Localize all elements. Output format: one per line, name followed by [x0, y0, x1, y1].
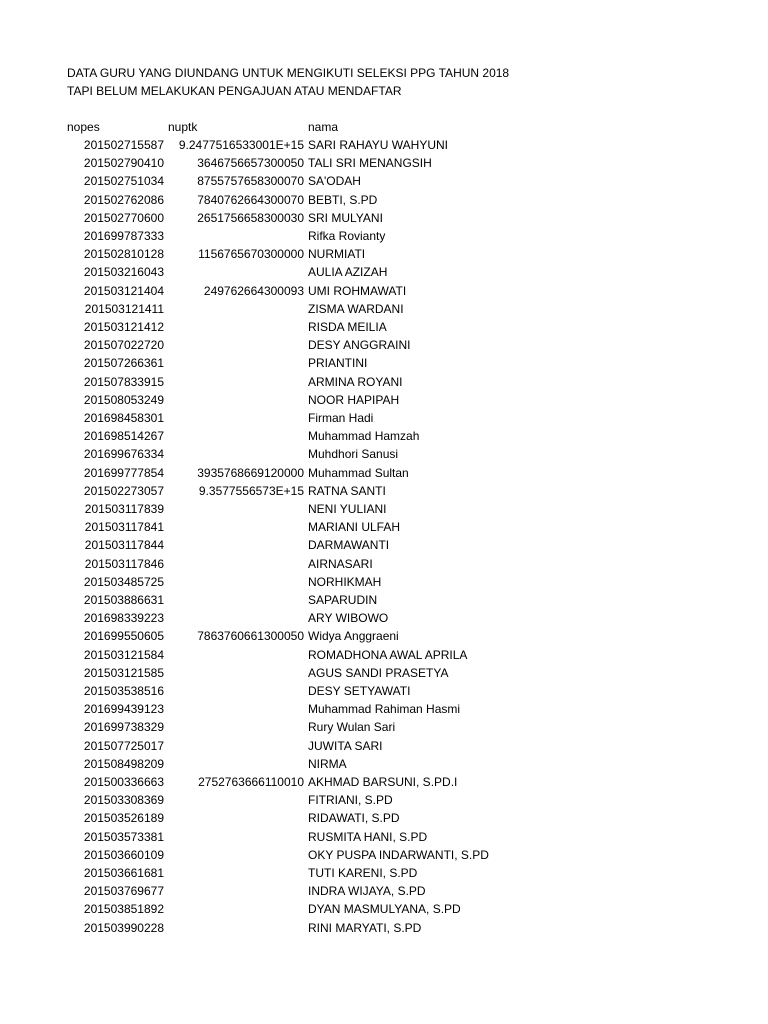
table-row: [0, 300, 768, 318]
table-row: [0, 536, 768, 554]
cell-nopes: 201507266361: [83, 356, 164, 371]
cell-nopes: 201503851892: [83, 902, 164, 917]
cell-nuptk: [166, 737, 304, 755]
cell-nama: SRI MULYANI: [308, 210, 383, 225]
cell-nama: ROMADHONA AWAL APRILA: [308, 647, 468, 662]
cell-nuptk: [166, 373, 304, 391]
cell-nopes: 201507022720: [83, 338, 164, 353]
table-row: [0, 864, 768, 882]
table-row: [0, 555, 768, 573]
cell-nopes: 201698339223: [83, 611, 164, 626]
cell-nama: RIDAWATI, S.PD: [308, 811, 400, 826]
cell-nopes: 201699550605: [83, 629, 164, 644]
cell-nama: RUSMITA HANI, S.PD: [308, 829, 428, 844]
cell-nuptk: [166, 555, 304, 573]
cell-nuptk: [166, 846, 304, 864]
cell-nama: TALI SRI MENANGSIH: [308, 156, 432, 171]
cell-nuptk: 249762664300093: [203, 283, 304, 298]
table-row: [0, 191, 768, 209]
cell-nama: NOOR HAPIPAH: [308, 392, 400, 407]
table-row: [0, 791, 768, 809]
cell-nuptk: [166, 718, 304, 736]
table-row: [0, 664, 768, 682]
table-row: [0, 846, 768, 864]
cell-nuptk: [166, 882, 304, 900]
cell-nuptk: [166, 518, 304, 536]
cell-nama: SAPARUDIN: [308, 593, 378, 607]
cell-nopes: 201503308369: [83, 793, 164, 808]
cell-nopes: 201503121584: [83, 647, 164, 662]
cell-nama: SARI RAHAYU WAHYUNI: [308, 138, 449, 152]
table-row: [0, 245, 768, 263]
cell-nopes: 201502273057: [83, 483, 164, 498]
table-row: [0, 809, 768, 827]
cell-nuptk: 2651756658300030: [197, 210, 304, 225]
cell-nopes: 201502762086: [83, 192, 164, 207]
cell-nopes: 201508053249: [83, 392, 164, 407]
table-row: [0, 755, 768, 773]
cell-nuptk: [166, 646, 304, 664]
cell-nuptk: [166, 336, 304, 354]
cell-nama: RATNA SANTI: [308, 483, 386, 498]
cell-nuptk: [166, 227, 304, 245]
cell-nuptk: [166, 809, 304, 827]
table-row: [0, 154, 768, 172]
cell-nama: Rury Wulan Sari: [308, 720, 396, 735]
cell-nama: FITRIANI, S.PD: [308, 793, 393, 808]
cell-nopes: 201502751034: [83, 174, 164, 189]
cell-nopes: 201502810128: [83, 247, 164, 262]
cell-nopes: 201503886631: [83, 593, 164, 607]
table-row: [0, 263, 768, 281]
table-header-row: [0, 118, 768, 136]
cell-nama: AULIA AZIZAH: [308, 265, 388, 280]
cell-nopes: 201699787333: [83, 229, 164, 243]
cell-nama: INDRA WIJAYA, S.PD: [308, 884, 426, 899]
table-row: [0, 828, 768, 846]
table-row: [0, 627, 768, 645]
cell-nopes: 201502770600: [83, 210, 164, 225]
cell-nuptk: 3935768669120000: [197, 465, 304, 480]
cell-nama: Muhammad Hamzah: [308, 429, 420, 444]
column-header-nuptk: nuptk: [168, 120, 198, 134]
cell-nama: Firman Hadi: [308, 411, 374, 425]
cell-nuptk: [166, 591, 304, 609]
cell-nuptk: [166, 536, 304, 554]
cell-nopes: 201503117841: [84, 520, 164, 535]
table-row: [0, 500, 768, 518]
table-row: [0, 609, 768, 627]
cell-nopes: 201503526189: [83, 811, 164, 826]
cell-nama: Rifka Rovianty: [308, 229, 386, 243]
table-row: [0, 573, 768, 591]
table-row: [0, 718, 768, 736]
cell-nuptk: 1156765670300000: [198, 247, 304, 262]
cell-nuptk: [166, 864, 304, 882]
cell-nama: NURMIATI: [308, 247, 366, 262]
cell-nopes: 201698458301: [83, 411, 164, 425]
cell-nama: UMI ROHMAWATI: [308, 283, 407, 298]
table-row: [0, 737, 768, 755]
table-row: [0, 136, 768, 154]
cell-nama: RINI MARYATI, S.PD: [308, 920, 422, 935]
cell-nuptk: 9.3577556573E+15: [198, 483, 304, 498]
cell-nopes: 201502715587: [83, 138, 164, 152]
cell-nopes: 201699676334: [83, 447, 164, 462]
cell-nopes: 201503121404: [83, 283, 164, 298]
cell-nopes: 201699439123: [83, 702, 164, 717]
table-row: [0, 773, 768, 791]
cell-nuptk: [166, 573, 304, 591]
cell-nopes: 201503117839: [84, 502, 164, 516]
table-row: [0, 373, 768, 391]
cell-nuptk: [166, 828, 304, 846]
cell-nama: NENI YULIANI: [308, 502, 387, 516]
cell-nopes: 201500336663: [83, 775, 164, 789]
cell-nuptk: [166, 500, 304, 518]
table-row: [0, 591, 768, 609]
cell-nuptk: 2752763666110010: [198, 775, 304, 789]
column-header-nopes: nopes: [67, 120, 100, 134]
cell-nuptk: [166, 919, 304, 937]
cell-nama: PRIANTINI: [308, 356, 368, 371]
table-row: [0, 700, 768, 718]
cell-nopes: 201503661681: [83, 866, 164, 880]
cell-nama: ZISMA WARDANI: [308, 301, 404, 316]
cell-nuptk: [166, 609, 304, 627]
table-row: [0, 391, 768, 409]
cell-nopes: 201699777854: [83, 465, 164, 480]
cell-nopes: 201503121412: [83, 320, 164, 334]
document-title-line1: DATA GURU YANG DIUNDANG UNTUK MENGIKUTI SELEKSI PPG TAHUN 2018: [67, 66, 510, 80]
cell-nama: Muhdhori Sanusi: [308, 447, 399, 462]
table-row: [0, 354, 768, 372]
table-row: [0, 682, 768, 700]
cell-nuptk: 7863760661300050: [197, 629, 304, 644]
cell-nuptk: [166, 445, 304, 463]
cell-nopes: 201503121585: [83, 665, 164, 680]
table-row: [0, 445, 768, 463]
cell-nama: SA'ODAH: [308, 174, 361, 189]
table-row: [0, 282, 768, 300]
cell-nuptk: [166, 391, 304, 409]
cell-nama: MARIANI ULFAH: [308, 520, 401, 535]
cell-nopes: 201699738329: [83, 720, 164, 735]
table-row: [0, 318, 768, 336]
table-row: [0, 172, 768, 190]
table-row: [0, 882, 768, 900]
cell-nopes: 201698514267: [83, 429, 164, 444]
cell-nopes: 201503121411: [84, 301, 164, 316]
cell-nama: Widya Anggraeni: [308, 629, 399, 644]
cell-nuptk: [166, 900, 304, 918]
cell-nopes: 201503117844: [84, 538, 164, 553]
cell-nopes: 201507725017: [83, 738, 164, 753]
cell-nama: DARMAWANTI: [308, 538, 390, 553]
cell-nuptk: [166, 318, 304, 336]
cell-nama: OKY PUSPA INDARWANTI, S.PD: [308, 847, 489, 862]
table-row: [0, 482, 768, 500]
cell-nama: JUWITA SARI: [308, 738, 383, 753]
cell-nama: RISDA MEILIA: [308, 320, 387, 334]
cell-nuptk: [166, 682, 304, 700]
cell-nuptk: [166, 409, 304, 427]
cell-nuptk: 3646756657300050: [197, 156, 304, 171]
cell-nopes: 201503485725: [83, 574, 164, 589]
table-row: [0, 427, 768, 445]
cell-nuptk: [166, 300, 304, 318]
table-row: [0, 919, 768, 937]
cell-nuptk: 8755757658300070: [197, 174, 304, 189]
cell-nopes: 201508498209: [83, 756, 164, 771]
cell-nama: TUTI KARENI, S.PD: [308, 866, 418, 880]
cell-nopes: 201503216043: [83, 265, 164, 280]
cell-nama: Muhammad Rahiman Hasmi: [308, 702, 461, 717]
cell-nama: BEBTI, S.PD: [308, 192, 378, 207]
cell-nopes: 201503660109: [83, 847, 164, 862]
cell-nama: Muhammad Sultan: [308, 465, 409, 480]
cell-nopes: 201503117846: [84, 556, 164, 571]
cell-nuptk: 9.2477516533001E+15: [178, 138, 304, 152]
cell-nopes: 201503990228: [83, 920, 164, 935]
cell-nama: DESY ANGGRAINI: [308, 338, 411, 353]
table-row: [0, 409, 768, 427]
table-row: [0, 646, 768, 664]
cell-nama: AGUS SANDI PRASETYA: [308, 665, 449, 680]
cell-nama: DESY SETYAWATI: [308, 684, 411, 698]
table-row: [0, 464, 768, 482]
cell-nama: AKHMAD BARSUNI, S.PD.I: [308, 775, 458, 789]
cell-nama: ARMINA ROYANI: [308, 374, 403, 389]
cell-nopes: 201502790410: [83, 156, 164, 171]
table-row: [0, 209, 768, 227]
cell-nama: DYAN MASMULYANA, S.PD: [308, 902, 461, 917]
cell-nuptk: [166, 263, 304, 281]
cell-nama: NIRMA: [308, 756, 347, 771]
cell-nopes: 201507833915: [83, 374, 164, 389]
cell-nuptk: [166, 755, 304, 773]
cell-nuptk: 7840762664300070: [197, 192, 304, 207]
column-header-nama: nama: [308, 120, 339, 134]
cell-nuptk: [166, 664, 304, 682]
cell-nopes: 201503769677: [83, 884, 164, 899]
cell-nama: AIRNASARI: [308, 556, 373, 571]
cell-nuptk: [166, 700, 304, 718]
cell-nama: NORHIKMAH: [308, 574, 382, 589]
cell-nuptk: [166, 791, 304, 809]
cell-nopes: 201503538516: [83, 684, 164, 698]
cell-nuptk: [166, 354, 304, 372]
document-title-line2: TAPI BELUM MELAKUKAN PENGAJUAN ATAU MENDAFTAR: [67, 84, 402, 98]
cell-nama: ARY WIBOWO: [308, 611, 389, 626]
table-row: [0, 336, 768, 354]
cell-nopes: 201503573381: [83, 829, 164, 844]
table-row: [0, 227, 768, 245]
table-row: [0, 900, 768, 918]
cell-nuptk: [166, 427, 304, 445]
table-row: [0, 518, 768, 536]
